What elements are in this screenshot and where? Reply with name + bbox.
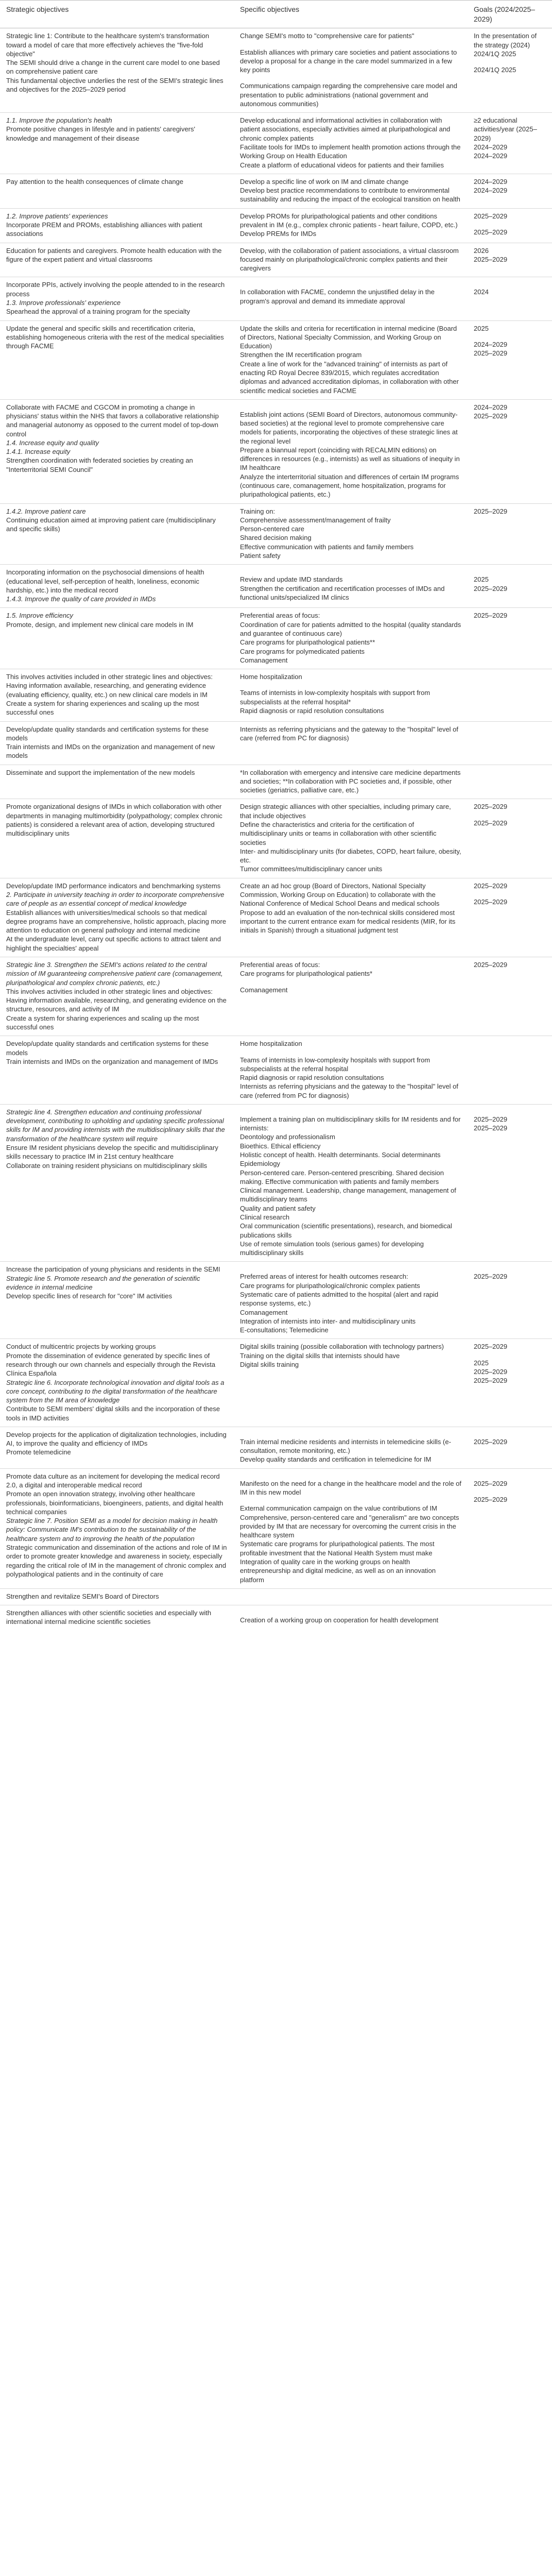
cell-line: Establish alliances with universities/medical schools so that medical degree programs have an comprehensive, holistic approach, placing more attention to education on general pathology and internal medicine <box>6 908 228 935</box>
cell-line: This fundamental objective underlies the rest of the SEMI's strategic lines and objectives for the 2025–2029 period <box>6 76 226 93</box>
goal-cell <box>468 208 552 243</box>
strategic-objective-cell <box>0 608 234 669</box>
cell-line: Bioethics. Ethical efficiency <box>240 1142 321 1150</box>
cell-line: 2025–2029 <box>474 1367 508 1376</box>
cell-line: 2025–2029 <box>474 1273 508 1281</box>
cell-line: Facilitate tools for IMDs to implement health promotion actions through the Working Group on Health Education <box>240 143 463 160</box>
cell-line: Strengthen the certification and recertification processes of IMDs and functional units/specialized IM clinics <box>240 584 447 601</box>
cell-line: Promote organizational designs of IMDs in which collaboration with other departments in managing multimorbidity (polypathology; complex chronic patients) is considered a relevant area of action, developing structured multidisciplinary units <box>6 803 225 838</box>
cell-line: Strategic line 5. Promote research and the generation of scientific evidence in internal medicine <box>6 1274 202 1291</box>
goal-cell <box>468 1339 552 1427</box>
goal-cell <box>468 243 552 277</box>
header-strategic-objectives: Strategic objectives <box>0 1 234 28</box>
cell-line: Conduct of multicentric projects by working groups <box>6 1343 156 1351</box>
specific-objective-cell <box>234 1262 468 1339</box>
cell-line: 2025–2029 <box>474 898 508 906</box>
goal-cell <box>468 608 552 669</box>
specific-objective-cell <box>234 208 468 243</box>
cell-line: Develop, with the collaboration of patient associations, a virtual classroom focused mainly on pluripathological/chronic complex patients and their caregivers <box>240 246 461 273</box>
cell-line: 1.3. Improve professionals' experience <box>6 298 121 307</box>
cell-line: 2025–2029 <box>474 1124 508 1132</box>
header-goals: Goals (2024/2025–2029) <box>468 1 552 28</box>
specific-objective-cell <box>234 765 468 799</box>
cell-line: Preferential areas of focus: <box>240 612 320 620</box>
cell-line: Strategic communication and dissemination of the actions and role of IM in order to promote greater knowledge and awareness in society, especially regarding the critical role of IM in the management of chronic complex and polypathological patients and in the continuity of care <box>6 1544 229 1578</box>
table-body <box>0 28 552 1631</box>
cell-line: This involves activities included in other strategic lines and objectives: <box>6 987 213 995</box>
cell-line: Develop a specific line of work on IM and climate change <box>240 177 409 185</box>
cell-line: Collaborate with FACME and CGCOM in promoting a change in physicians' status within the NHS that favors a collaborative relationship and managerial autonomy as opposed to the current model of top-down control <box>6 403 221 438</box>
table-row <box>0 799 552 878</box>
cell-line: Oral communication (scientific presentations), research, and biomedical publications skills <box>240 1222 454 1239</box>
cell-line: Develop quality standards and certification in telemedicine for IM <box>240 1455 432 1464</box>
table-row <box>0 721 552 765</box>
cell-line: 2025–2029 <box>474 882 508 890</box>
table-row <box>0 503 552 565</box>
cell-line: Manifesto on the need for a change in the healthcare model and the role of IM in this new model <box>240 1479 463 1497</box>
specific-objective-cell <box>234 243 468 277</box>
specific-objective-cell <box>234 277 468 320</box>
cell-line: 2025 <box>474 1359 489 1367</box>
strategic-objective-cell <box>0 1605 234 1631</box>
specific-objective-cell <box>234 1036 468 1105</box>
table-row <box>0 1605 552 1631</box>
specific-objective-cell <box>234 878 468 957</box>
cell-line: Teams of internists in low-complexity hospitals with support from subspecialists at the referral hospital* <box>240 689 432 706</box>
cell-line: 2025–2029 <box>474 803 508 811</box>
table-row <box>0 1104 552 1262</box>
cell-line: Having information available, researching, and generating evidence on the structure, resources, and activity of IM <box>6 996 229 1013</box>
cell-line: 2024/1Q 2025 <box>474 66 516 74</box>
goal-cell <box>468 878 552 957</box>
cell-line: 2026 <box>474 246 489 255</box>
cell-line: Create a system for sharing experiences and scaling up the most successful ones <box>6 699 201 717</box>
cell-line: Integration of internists into inter- and multidisciplinary units <box>240 1317 416 1325</box>
goal-cell <box>468 1262 552 1339</box>
cell-line: 2025–2029 <box>474 228 508 236</box>
cell-line: Digital skills training <box>240 1360 299 1368</box>
specific-objective-cell <box>234 113 468 174</box>
cell-line: Develop/update quality standards and certification systems for these models <box>6 725 211 742</box>
cell-line: 2025 <box>474 324 489 332</box>
cell-line: Rapid diagnosis or rapid resolution consultations <box>240 706 384 715</box>
goal-cell <box>468 721 552 765</box>
cell-line: Training on: <box>240 507 275 515</box>
goal-cell <box>468 320 552 399</box>
goal-cell <box>468 765 552 799</box>
strategic-objective-cell <box>0 565 234 608</box>
goal-cell <box>468 957 552 1036</box>
cell-line: 2025–2029 <box>474 819 508 827</box>
cell-line: Contribute to SEMI members' digital skills and the incorporation of these tools in IMD activities <box>6 1405 222 1422</box>
strategic-objective-cell <box>0 174 234 208</box>
table-row <box>0 1468 552 1588</box>
table-row <box>0 957 552 1036</box>
cell-line: Implement a training plan on multidisciplinary skills for IM residents and for internists: <box>240 1115 463 1132</box>
cell-line: Prepare a biannual report (coinciding with RECALMIN editions) on differences in resources (e.g., internists) as well as situations of inequity in IM healthcare <box>240 446 462 472</box>
table-row <box>0 320 552 399</box>
strategic-objective-cell <box>0 277 234 320</box>
cell-line: Internists as referring physicians and the gateway to the "hospital" level of care (referred from PC for diagnosis) <box>240 1082 460 1099</box>
specific-objective-cell <box>234 799 468 878</box>
strategic-objective-cell <box>0 1104 234 1262</box>
cell-line: Internists as referring physicians and the gateway to the "hospital" level of care (referred from PC for diagnosis) <box>240 725 460 742</box>
cell-line: 1.1. Improve the population's health <box>6 116 112 125</box>
strategic-objective-cell <box>0 113 234 174</box>
cell-line: Strategic line 4. Strengthen education and continuing professional development, contributing to upholding and updating specific professional skills for IM and providing internists with the multidisciplinary skills that the transformation of the healthcare system will require <box>6 1108 227 1143</box>
cell-line: Pay attention to the health consequences of climate change <box>6 177 184 185</box>
cell-line: Home hospitalization <box>240 1040 302 1048</box>
cell-line: In collaboration with FACME, condemn the unjustified delay in the program's approval and demand its immediate approval <box>240 288 437 305</box>
cell-line: Change SEMI's motto to "comprehensive care for patients" <box>240 32 415 40</box>
cell-line: Care programs for polymedicated patients <box>240 647 365 655</box>
cell-line: Create a system for sharing experiences and scaling up the most successful ones <box>6 1014 201 1031</box>
strategic-objective-cell <box>0 1262 234 1339</box>
table-row <box>0 1588 552 1605</box>
strategic-objective-cell <box>0 799 234 878</box>
cell-line: Systematic care of patients admitted to the hospital (alert and rapid response systems, etc.) <box>240 1290 440 1308</box>
cell-line: Develop/update quality standards and certification systems for these models <box>6 1040 211 1057</box>
cell-line: Develop best practice recommendations to contribute to environmental sustainability and reducing the impact of the ecological transition on health <box>240 187 460 204</box>
cell-line: Shared decision making <box>240 534 312 542</box>
table-header <box>0 1 552 28</box>
cell-line: Epidemiology <box>240 1160 281 1168</box>
strategic-objective-cell <box>0 957 234 1036</box>
cell-line: Comanagement <box>240 986 288 994</box>
cell-line: Collaborate on training resident physicians on multidisciplinary skills <box>6 1161 208 1170</box>
cell-line: Strategic line 3. Strengthen the SEMI's actions related to the central mission of IM guaranteeing comprehensive patient care (comanagement, pluripathological and complex chronic patients, etc.) <box>6 960 225 987</box>
cell-line: 2025–2029 <box>474 412 508 420</box>
cell-line: 1.4.3. Improve the quality of care provided in IMDs <box>6 595 156 603</box>
cell-line: 2025–2029 <box>474 584 508 592</box>
goal-cell <box>468 669 552 721</box>
table-row <box>0 399 552 503</box>
cell-line: Person-centered care. Person-centered prescribing. Shared decision making. Effective communication with patients and family members <box>240 1168 446 1185</box>
cell-line: Training on the digital skills that internists should have <box>240 1351 400 1360</box>
cell-line: Establish joint actions (SEMI Board of Directors, autonomous community-based societies) at the regional level to promote comprehensive care models for patients, incorporating the objectives of these strategic lines at the regional level <box>240 410 460 445</box>
cell-line: 2024–2029 <box>474 340 508 348</box>
table-row <box>0 878 552 957</box>
cell-line: Digital skills training (possible collaboration with technology partners) <box>240 1343 444 1351</box>
cell-line: Comprehensive, person-centered care and "generalism" are two concepts provided by IM that are necessary for overcoming the current crisis in the healthcare system <box>240 1513 461 1539</box>
strategic-objective-cell <box>0 1427 234 1468</box>
cell-line: Promote the dissemination of evidence generated by specific lines of research through our own channels and especially through the Revista Clínica Española <box>6 1351 217 1378</box>
specific-objective-cell <box>234 1605 468 1631</box>
cell-line: The SEMI should drive a change in the current care model to one based on comprehensive patient care <box>6 59 222 76</box>
cell-line: 2025–2029 <box>474 1343 508 1351</box>
cell-line: Create a platform of educational videos for patients and their families <box>240 161 444 169</box>
cell-line: Strategic line 7. Position SEMI as a model for decision making in health policy: Communicate IM's contribution to the sustainability of the healthcare system and to improving the health of the population <box>6 1517 220 1543</box>
cell-line: Strategic line 6. Incorporate technological innovation and digital tools as a core concept, contributing to the digital transformation of the healthcare system from the IM area of knowledge <box>6 1378 227 1404</box>
cell-line: External communication campaign on the value contributions of IM <box>240 1504 437 1513</box>
cell-line: Develop PREMs for IMDs <box>240 230 317 238</box>
specific-objective-cell <box>234 1339 468 1427</box>
specific-objective-cell <box>234 174 468 208</box>
strategic-objective-cell <box>0 1339 234 1427</box>
cell-line: Effective communication with patients and family members <box>240 543 414 551</box>
cell-line: 2025–2029 <box>474 1496 508 1504</box>
cell-line: 2024–2029 <box>474 143 508 151</box>
specific-objective-cell <box>234 565 468 608</box>
cell-line: Train internists and IMDs on the organization and management of IMDs <box>6 1057 218 1065</box>
strategic-objective-cell <box>0 765 234 799</box>
cell-line: Develop projects for the application of digitalization technologies, including AI, to improve the quality and efficiency of IMDs <box>6 1430 228 1448</box>
cell-line: Education for patients and caregivers. Promote health education with the figure of the expert patient and virtual classrooms <box>6 246 224 263</box>
cell-line: Creation of a working group on cooperation for health development <box>240 1616 439 1624</box>
cell-line: 1.4.1. Increase equity <box>6 448 71 456</box>
strategic-objective-cell <box>0 320 234 399</box>
strategic-objective-cell <box>0 1588 234 1605</box>
cell-line: Strategic line 1: Contribute to the healthcare system's transformation toward a model of care that more effectively achieves the "five-fold objective" <box>6 32 211 58</box>
goal-cell <box>468 1468 552 1588</box>
specific-objective-cell <box>234 721 468 765</box>
cell-line: Continuing education aimed at improving patient care (multidisciplinary and specific skills) <box>6 516 218 533</box>
header-specific-objectives: Specific objectives <box>234 1 468 28</box>
cell-line: 2024–2029 <box>474 177 508 185</box>
cell-line: 2024–2029 <box>474 403 508 411</box>
cell-line: At the undergraduate level, carry out specific actions to attract talent and highlight the specialties' appeal <box>6 935 223 952</box>
cell-line: 2024/1Q 2025 <box>474 49 516 58</box>
specific-objective-cell <box>234 1104 468 1262</box>
cell-line: Comprehensive assessment/management of frailty <box>240 516 391 524</box>
strategic-objective-cell <box>0 503 234 565</box>
strategic-objective-cell <box>0 878 234 957</box>
cell-line: Create an ad hoc group (Board of Directors, National Specialty Commission, Working Group on Education) to collaborate with the National Conference of Medical School Deans and medical schools <box>240 882 440 908</box>
strategic-objective-cell <box>0 1036 234 1105</box>
goal-cell <box>468 1036 552 1105</box>
goal-cell <box>468 565 552 608</box>
cell-line: E-consultations; Telemedicine <box>240 1326 329 1334</box>
cell-line: Promote, design, and implement new clinical care models in IM <box>6 620 194 629</box>
table-row <box>0 113 552 174</box>
cell-line: Preferential areas of focus: <box>240 960 320 969</box>
specific-objective-cell <box>234 1468 468 1588</box>
cell-line: Person-centered care <box>240 525 305 533</box>
specific-objective-cell <box>234 503 468 565</box>
cell-line: 2025–2029 <box>474 1479 508 1487</box>
cell-line: 2. Participate in university teaching in order to incorporate comprehensive care of people as an essential concept of medical knowledge <box>6 891 227 908</box>
cell-line: Promote telemedicine <box>6 1448 71 1456</box>
table-row <box>0 1427 552 1468</box>
cell-line: 2025–2029 <box>474 507 508 515</box>
strategic-objective-cell <box>0 669 234 721</box>
cell-line: In the presentation of the strategy (2024) <box>474 32 539 49</box>
cell-line: Promote positive changes in lifestyle and in patients' caregivers' knowledge and management of their disease <box>6 125 197 142</box>
cell-line: Comanagement <box>240 1308 288 1316</box>
cell-line: Spearhead the approval of a training program for the specialty <box>6 308 190 316</box>
cell-line: 2025 <box>474 575 489 584</box>
strategic-objective-cell <box>0 399 234 503</box>
cell-line: Promote an open innovation strategy, involving other healthcare professionals, bioinformaticians, bioengineers, patients, and digital health technical companies <box>6 1490 225 1516</box>
cell-line: Strengthen alliances with other scientific societies and especially with international internal medicine scientific societies <box>6 1609 213 1626</box>
cell-line: 2025–2029 <box>474 255 508 263</box>
cell-line: Teams of internists in low-complexity hospitals with support from subspecialists at the referral hospital <box>240 1056 432 1073</box>
cell-line: *In collaboration with emergency and intensive care medicine departments and societies; **In collaboration with PC societies and, if possible, other societies (geriatrics, palliative care, etc.) <box>240 768 463 794</box>
cell-line: Preferred areas of interest for health outcomes research: <box>240 1273 408 1281</box>
table-row <box>0 565 552 608</box>
cell-line: 2024 <box>474 288 489 296</box>
table-row <box>0 28 552 113</box>
cell-line: Disseminate and support the implementation of the new models <box>6 768 195 776</box>
cell-line: Ensure IM resident physicians develop the specific and multidisciplinary skills necessary to practice IM in 21st century healthcare <box>6 1144 220 1161</box>
cell-line: Care programs for pluripathological/chronic complex patients <box>240 1281 420 1290</box>
specific-objective-cell <box>234 399 468 503</box>
cell-line: Promote data culture as an incitement for developing the medical record 2.0, a digital and interoperable medical record <box>6 1472 222 1489</box>
cell-line: Update the skills and criteria for recertification in internal medicine (Board of Directors, National Specialty Commission, and Working Group on Education) <box>240 324 459 350</box>
table-row <box>0 208 552 243</box>
cell-line: Strengthen coordination with federated societies by creating an "Interterritorial SEMI Council" <box>6 456 195 473</box>
cell-line: Comanagement <box>240 656 288 664</box>
cell-line: 2025–2029 <box>474 960 508 969</box>
strategic-objective-cell <box>0 721 234 765</box>
cell-line: Systematic care programs for pluripathological patients. The most profitable investment that the National Health System must make <box>240 1540 437 1557</box>
cell-line: Define the characteristics and criteria for the certification of multidisciplinary units or teams in collaboration with other scientific societies <box>240 821 439 846</box>
cell-line: Having information available, researching, and generating evidence (evaluating efficiency, quality, etc.) on new clinical care models in IM <box>6 682 208 699</box>
strategic-objective-cell <box>0 1468 234 1588</box>
cell-line: Develop educational and informational activities in collaboration with patient associations, especially activities aimed at pluripathological and chronic complex patients <box>240 116 452 142</box>
table-row <box>0 608 552 669</box>
cell-line: Strengthen and revitalize SEMI's Board of Directors <box>6 1592 159 1600</box>
cell-line: 2025–2029 <box>474 1115 508 1123</box>
cell-line: Communications campaign regarding the comprehensive care model and presentation to public administrations (national government and autonomous communities) <box>240 82 459 108</box>
strategic-objective-cell <box>0 208 234 243</box>
specific-objective-cell <box>234 669 468 721</box>
specific-objective-cell <box>234 28 468 113</box>
cell-line: Integration of quality care in the working groups on health entrepreneurship and digital medicine, as well as on an innovation platform <box>240 1558 438 1584</box>
goal-cell <box>468 1427 552 1468</box>
cell-line: Develop PROMs for pluripathological patients and other conditions prevalent in IM (e.g., complex chronic patients - heart failure, COPD, etc.) <box>240 212 458 229</box>
cell-line: 1.4. Increase equity and quality <box>6 438 99 447</box>
cell-line: Tumor committees/multidisciplinary cancer units <box>240 865 383 873</box>
cell-line: Home hospitalization <box>240 673 302 681</box>
strategic-objective-cell <box>0 28 234 113</box>
goal-cell <box>468 503 552 565</box>
goal-cell <box>468 28 552 113</box>
specific-objective-cell <box>234 1427 468 1468</box>
cell-line: 2025–2029 <box>474 349 508 358</box>
cell-line: Propose to add an evaluation of the non-technical skills considered most important to the current entrance exam for medical residents (MIR, for its initials in Spanish) through a situational judgment test <box>240 908 457 935</box>
cell-line: Incorporate PREM and PROMs, establishing alliances with patient associations <box>6 221 204 238</box>
cell-line: 1.5. Improve efficiency <box>6 612 74 620</box>
cell-line: 2025–2029 <box>474 212 508 220</box>
goal-cell <box>468 174 552 208</box>
goal-cell <box>468 1605 552 1631</box>
table-row <box>0 174 552 208</box>
cell-line: Use of remote simulation tools (serious games) for developing multidisciplinary skills <box>240 1240 426 1257</box>
cell-line: Update the general and specific skills and recertification criteria, establishing homogeneous criteria with the rest of the medical specialities through FACME <box>6 324 226 350</box>
goal-cell <box>468 1104 552 1262</box>
cell-line: Holistic concept of health. Health determinants. Social determinants <box>240 1151 441 1159</box>
goal-cell <box>468 113 552 174</box>
cell-line: Analyze the interterritorial situation and differences of certain IM programs (continuous care, comanagement, home hospitalization, programs for pluripathological patients, etc.) <box>240 472 461 499</box>
cell-line: Coordination of care for patients admitted to the hospital (quality standards and guarantee of continuous care) <box>240 620 463 637</box>
specific-objective-cell <box>234 1588 468 1605</box>
goal-cell <box>468 399 552 503</box>
cell-line: Quality and patient safety <box>240 1204 316 1212</box>
cell-line: Develop/update IMD performance indicators and benchmarking systems <box>6 882 221 890</box>
table-row <box>0 1036 552 1105</box>
cell-line: Patient safety <box>240 552 281 560</box>
specific-objective-cell <box>234 320 468 399</box>
cell-line: Train internal medicine residents and internists in telemedicine skills (e-consultation, remote monitoring, etc.) <box>240 1437 451 1455</box>
cell-line: This involves activities included in other strategic lines and objectives: <box>6 673 213 681</box>
cell-line: Care programs for pluripathological patients** <box>240 638 375 647</box>
cell-line: Clinical research <box>240 1213 290 1221</box>
cell-line: ≥2 educational activities/year (2025–2029) <box>474 116 537 142</box>
cell-line: Rapid diagnosis or rapid resolution consultations <box>240 1074 384 1082</box>
cell-line: 2024–2029 <box>474 187 508 195</box>
strategic-objective-cell <box>0 243 234 277</box>
cell-line: Develop specific lines of research for "core" IM activities <box>6 1292 173 1300</box>
cell-line: Establish alliances with primary care societies and patient associations to develop a proposal for a change in the care model summarized in a few key points <box>240 48 459 74</box>
cell-line: Strengthen the IM recertification program <box>240 351 362 359</box>
cell-line: 1.4.2. Improve patient care <box>6 507 86 515</box>
goal-cell <box>468 1588 552 1605</box>
specific-objective-cell <box>234 608 468 669</box>
cell-line: 2024–2029 <box>474 152 508 160</box>
cell-line: Increase the participation of young physicians and residents in the SEMI <box>6 1265 220 1274</box>
goal-cell <box>468 799 552 878</box>
cell-line: Create a line of work for the "advanced training" of internists as part of enacting RD Royal Decree 839/2015, which regulates accreditation diplomas and advanced accreditation diplomas, in collaboration with other scientific medical societies and FACME <box>240 360 461 395</box>
table-row <box>0 277 552 320</box>
goal-cell <box>468 277 552 320</box>
cell-line: Deontology and professionalism <box>240 1133 335 1141</box>
cell-line: Clinical management. Leadership, change management, management of multidisciplinary teams <box>240 1187 458 1204</box>
cell-line: Design strategic alliances with other specialties, including primary care, that include objectives <box>240 803 453 820</box>
cell-line: 2025–2029 <box>474 1377 508 1385</box>
cell-line: Care programs for pluripathological patients* <box>240 970 373 978</box>
table-row <box>0 1339 552 1427</box>
table-row <box>0 1262 552 1339</box>
cell-line: Incorporate PPIs, actively involving the people attended to in the research process <box>6 281 227 298</box>
cell-line: Inter- and multidisciplinary units (for diabetes, COPD, heart failure, obesity, etc. <box>240 847 463 865</box>
cell-line: 2025–2029 <box>474 612 508 620</box>
header-row <box>0 1 552 28</box>
cell-line: 1.2. Improve patients' experiences <box>6 212 108 220</box>
table-row <box>0 669 552 721</box>
specific-objective-cell <box>234 957 468 1036</box>
cell-line: Train internists and IMDs on the organization and management of new models <box>6 743 217 760</box>
table-row <box>0 243 552 277</box>
cell-line: 2025–2029 <box>474 1437 508 1446</box>
table-row <box>0 765 552 799</box>
cell-line: Incorporating information on the psychosocial dimensions of health (educational level, self-perception of health, loneliness, economic hardship, etc.) into the medical record <box>6 568 206 594</box>
cell-line: Review and update IMD standards <box>240 575 343 584</box>
